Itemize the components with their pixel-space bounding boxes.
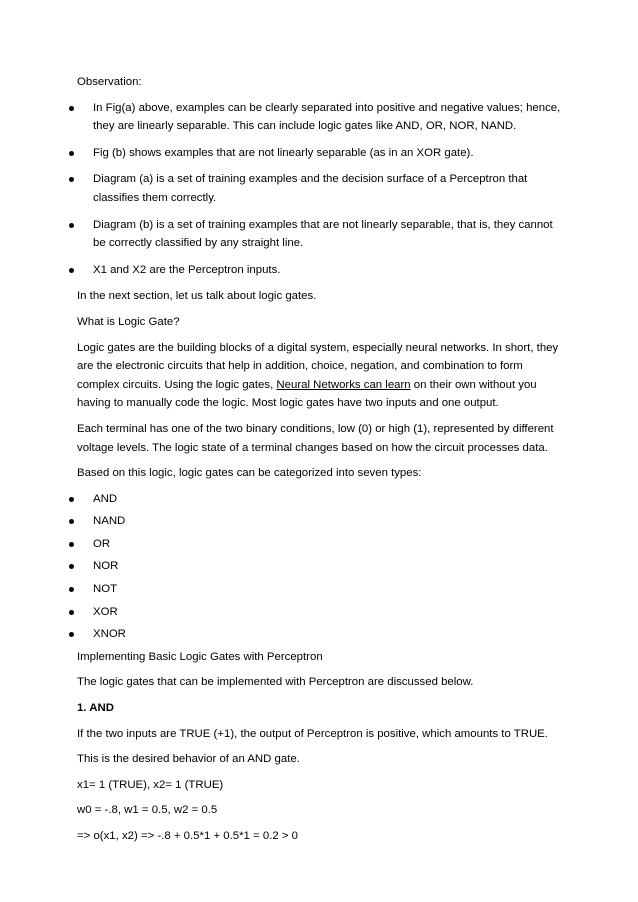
logic-gate-paragraph: Logic gates are the building blocks of a digital system, especially neural networks. In short, they are the electronic circuits that help in addition, choice, negation, and combination to form complex circuits. Using the logic gates, Neural Networks can learn on their own without you having to manually code the logic. Most logic gates have two inputs and one output. (77, 341, 559, 410)
bullet-icon (69, 632, 74, 637)
list-item: In Fig(a) above, examples can be clearly separated into positive and negative values; hence, they are linearly separable. This can include logic gates like AND, OR, NOR, NAND. (77, 99, 561, 136)
and-line: If the two inputs are TRUE (+1), the output of Perceptron is positive, which amounts to TRUE. (77, 727, 548, 740)
bullet-icon (69, 497, 74, 502)
list-item: OR (77, 535, 561, 554)
and-line: => o(x1, x2) => -.8 + 0.5*1 + 0.5*1 = 0.2 > 0 (77, 830, 299, 842)
and-heading: 1. AND (77, 702, 114, 715)
and-line: x1= 1 (TRUE), x2= 1 (TRUE) (77, 778, 224, 791)
list-item: Fig (b) shows examples that are not linearly separable (as in an XOR gate). (77, 144, 561, 163)
list-item: AND (77, 490, 561, 509)
observation-list (77, 99, 561, 280)
implementing-heading: Implementing Basic Logic Gates with Perceptron (77, 650, 323, 663)
and-line: This is the desired behavior of an AND gate. (77, 753, 300, 766)
what-is-logic-gate-heading: What is Logic Gate? (77, 315, 180, 328)
next-section-text: In the next section, let us talk about logic gates. (77, 290, 317, 303)
bullet-icon (69, 610, 74, 615)
bullet-icon (69, 564, 74, 569)
categorized-paragraph: Based on this logic, logic gates can be categorized into seven types: (77, 467, 422, 480)
bullet-icon (69, 542, 74, 547)
list-item: NOT (77, 580, 561, 599)
list-item: XNOR (77, 625, 561, 644)
gate-types-list (77, 490, 561, 644)
list-item: Diagram (b) is a set of training examples that are not linearly separable, that is, they cannot be correctly classified by any straight line. (77, 216, 561, 253)
bullet-icon (69, 223, 74, 228)
observation-heading: Observation: (77, 76, 142, 88)
and-line: w0 = -.8, w1 = 0.5, w2 = 0.5 (77, 804, 218, 817)
list-item: NOR (77, 557, 561, 576)
bullet-icon (69, 587, 74, 592)
terminal-paragraph: Each terminal has one of the two binary conditions, low (0) or high (1), represented by different voltage levels. The logic state of a terminal changes based on how the circuit processes data. (77, 422, 554, 454)
neural-networks-link[interactable]: Neural Networks can learn (276, 378, 411, 391)
list-item: XOR (77, 603, 561, 622)
bullet-icon (69, 106, 74, 111)
list-item: X1 and X2 are the Perceptron inputs. (77, 261, 561, 280)
list-item: NAND (77, 512, 561, 531)
bullet-icon (69, 268, 74, 273)
list-item: Diagram (a) is a set of training examples and the decision surface of a Perceptron that classifies them correctly. (77, 170, 561, 207)
implementing-paragraph: The logic gates that can be implemented with Perceptron are discussed below. (77, 676, 474, 689)
bullet-icon (69, 151, 74, 156)
bullet-icon (69, 177, 74, 182)
page-content (77, 73, 561, 853)
bullet-icon (69, 519, 74, 524)
